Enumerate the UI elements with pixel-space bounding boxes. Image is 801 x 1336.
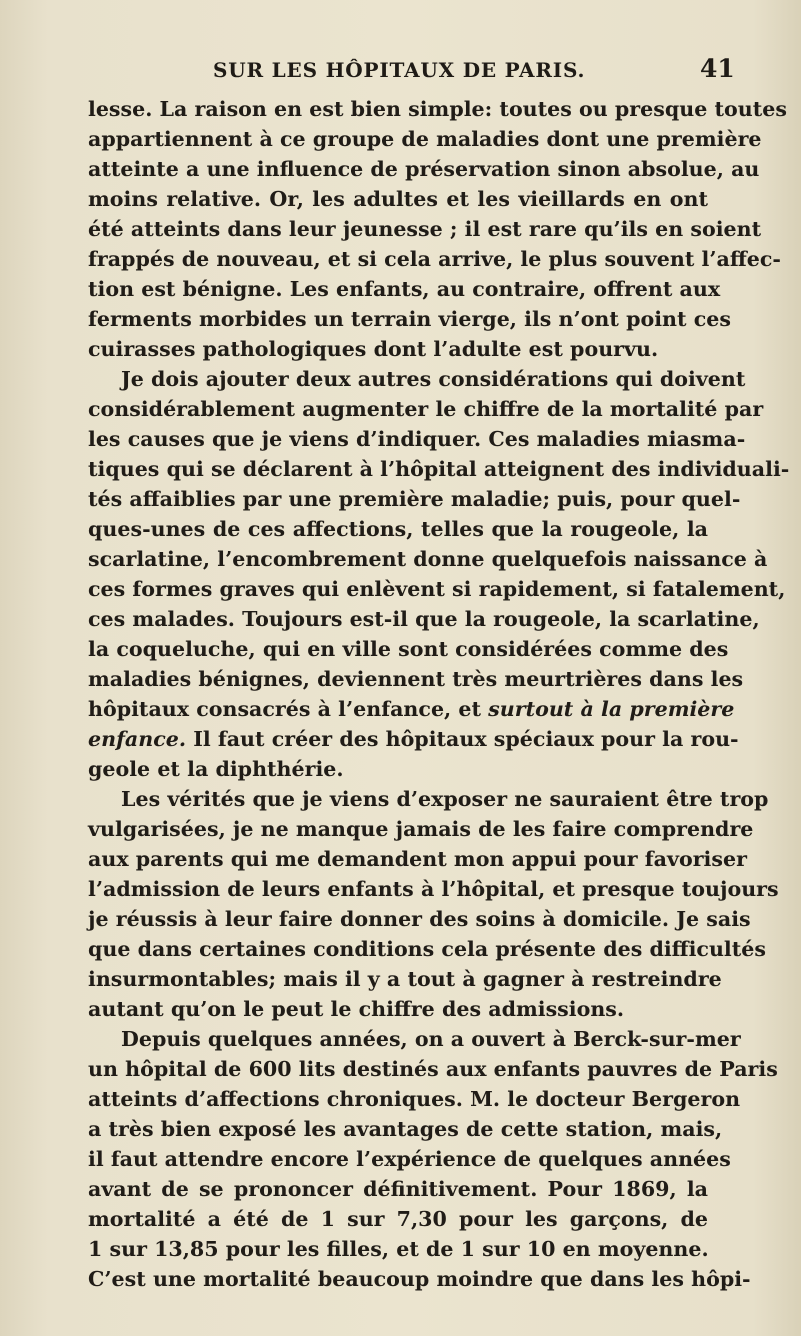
text-line: la coqueluche, qui en ville sont considérées comme des	[88, 637, 729, 661]
text-line: a très bien exposé les avantages de cette station, mais,	[88, 1117, 723, 1141]
page-header	[0, 54, 801, 90]
running-title: SUR LES HÔPITAUX DE PARIS.	[213, 58, 586, 82]
text-segment: hôpitaux consacrés à l’enfance, et	[88, 697, 489, 721]
text-line: mortalité a été de 1 sur 7,30 pour les garçons, de	[88, 1207, 708, 1231]
text-line: ques-unes de ces affections, telles que la rougeole, la	[88, 517, 708, 541]
text-line: tés affaiblies par une première maladie; puis, pour quel-	[88, 487, 741, 511]
text-line: atteinte a une influence de préservation sinon absolue, au	[88, 157, 760, 181]
text-line: maladies bénignes, deviennent très meurtrières dans les	[88, 667, 744, 691]
text-line: ces formes graves qui enlèvent si rapidement, si fatalement,	[88, 577, 786, 601]
text-segment: Il faut créer des hôpitaux spéciaux pour la rou-	[186, 727, 739, 751]
text-line: geole et la diphthérie.	[88, 757, 344, 781]
text-line: ferments morbides un terrain vierge, ils n’ont point ces	[88, 307, 731, 331]
text-line	[88, 724, 739, 754]
text-line: frappés de nouveau, et si cela arrive, le plus souvent l’affec-	[88, 247, 781, 271]
text-line: tiques qui se déclarent à l’hôpital atteignent des individuali-	[88, 457, 790, 481]
text-line: cuirasses pathologiques dont l’adulte est pourvu.	[88, 337, 659, 361]
text-line: il faut attendre encore l’expérience de quelques années	[88, 1147, 731, 1171]
text-line: un hôpital de 600 lits destinés aux enfants pauvres de Paris	[88, 1057, 778, 1081]
text-line: je réussis à leur faire donner des soins à domicile. Je sais	[88, 907, 751, 931]
italic-text: enfance.	[88, 727, 187, 751]
text-line: Je dois ajouter deux autres considérations qui doivent	[121, 367, 746, 391]
text-line: ces malades. Toujours est-il que la rougeole, la scarlatine,	[88, 607, 760, 631]
text-line: lesse. La raison en est bien simple: toutes ou presque toutes	[88, 97, 787, 121]
text-line: insurmontables; mais il y a tout à gagner à restreindre	[88, 967, 722, 991]
page-number: 41	[700, 54, 735, 83]
text-line: vulgarisées, je ne manque jamais de les faire comprendre	[88, 817, 754, 841]
text-line: C’est une mortalité beaucoup moindre que dans les hôpi-	[88, 1267, 751, 1291]
text-line: que dans certaines conditions cela présente des difficultés	[88, 937, 766, 961]
text-line: aux parents qui me demandent mon appui pour favoriser	[88, 847, 747, 871]
text-line: moins relative. Or, les adultes et les vieillards en ont	[88, 187, 708, 211]
text-line: l’admission de leurs enfants à l’hôpital, et presque toujours	[88, 877, 779, 901]
text-line: les causes que je viens d’indiquer. Ces maladies miasma-	[88, 427, 746, 451]
text-line: été atteints dans leur jeunesse ; il est rare qu’ils en soient	[88, 217, 762, 241]
text-line: autant qu’on le peut le chiffre des admissions.	[88, 997, 625, 1021]
text-line: atteints d’affections chroniques. M. le docteur Bergeron	[88, 1087, 741, 1111]
text-line: Depuis quelques années, on a ouvert à Berck-sur-mer	[121, 1027, 741, 1051]
text-line: Les vérités que je viens d’exposer ne sauraient être trop	[121, 787, 769, 811]
text-line: avant de se prononcer définitivement. Pour 1869, la	[88, 1177, 708, 1201]
text-line: appartiennent à ce groupe de maladies dont une première	[88, 127, 762, 151]
italic-text: surtout à la première	[488, 697, 735, 721]
text-line: considérablement augmenter le chiffre de la mortalité par	[88, 397, 764, 421]
text-line: scarlatine, l’encombrement donne quelquefois naissance à	[88, 547, 768, 571]
text-line: 1 sur 13,85 pour les filles, et de 1 sur 10 en moyenne.	[88, 1237, 709, 1261]
text-line	[88, 694, 735, 724]
text-line: tion est bénigne. Les enfants, au contraire, offrent aux	[88, 277, 721, 301]
